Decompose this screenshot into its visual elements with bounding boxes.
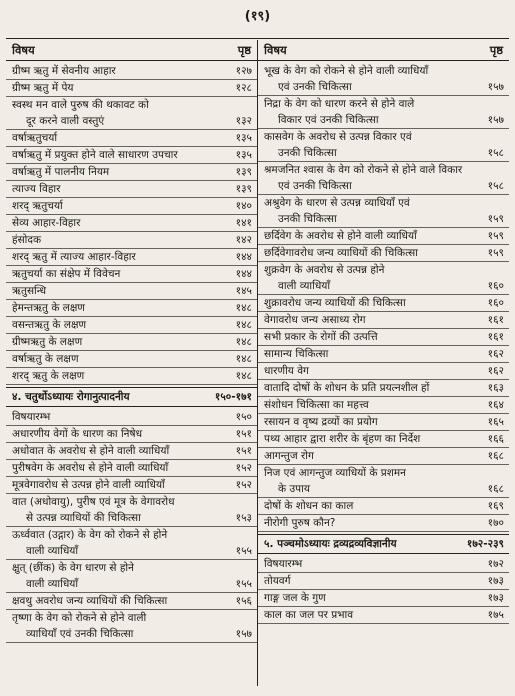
entry-title-line: विषयारम्भ <box>12 411 51 423</box>
entry-title <box>264 329 472 345</box>
entry-title-line: वात (अधोवायु), पुरीष एवं मूत्र के वेगावरोध <box>12 496 175 508</box>
entry-title-line: हंसोदक <box>12 234 42 246</box>
entry-page-number: १४५ <box>235 285 252 297</box>
toc-entry <box>6 494 257 527</box>
entry-title-line: शुक्रावरोध जन्य व्याधियों की चिकित्सा <box>264 297 406 309</box>
entry-page-number: १४२ <box>235 234 252 246</box>
right-column-header <box>258 40 509 61</box>
toc-entry <box>258 414 509 431</box>
toc-entry <box>6 97 257 130</box>
entry-title <box>12 389 168 405</box>
toc-entry <box>6 560 257 593</box>
entry-title-line: तोयवर्ग <box>264 575 291 587</box>
entry-title <box>264 312 472 328</box>
entry-title <box>264 498 472 514</box>
toc-entry <box>6 266 257 283</box>
toc-entry <box>258 295 509 312</box>
entry-page-number: १५१ <box>235 445 252 457</box>
entry-title-line: वातादि दोषों के शोधन के प्रति प्रयत्नशील हों <box>264 382 430 394</box>
entry-title-line: आगन्तुज रोग <box>264 450 314 462</box>
entry-title-continuation: विकार एवं उनकी चिकित्सा <box>278 114 379 126</box>
toc-entry <box>258 573 509 590</box>
toc-entry <box>6 426 257 443</box>
entry-title <box>12 426 220 442</box>
entry-title <box>264 590 472 606</box>
entry-title-line: त्याज्य विहार <box>12 183 61 195</box>
entry-title <box>12 198 220 214</box>
entry-title-line: ऊर्ध्ववात (उद्गार) के वेग को रोकने से होने <box>12 529 168 541</box>
entry-title-line: अधोवात के अवरोध से होने वाली व्याधियाँ <box>12 445 170 457</box>
entry-page-number: १६६ <box>487 433 504 445</box>
entry-title <box>12 477 220 493</box>
entry-title-line: शुक्रवेग के अवरोध से उत्पन्न होने <box>264 264 385 276</box>
toc-entry <box>258 431 509 448</box>
entry-title <box>264 536 420 552</box>
entry-title <box>264 431 472 447</box>
toc-entry <box>6 443 257 460</box>
toc-entry <box>258 312 509 329</box>
entry-title <box>12 610 220 642</box>
entry-page-number: १५६ <box>235 595 252 607</box>
toc-entry <box>6 232 257 249</box>
entry-page-number: १५१ <box>235 428 252 440</box>
entry-page-number: १४८ <box>235 370 252 382</box>
entry-title <box>12 232 220 248</box>
entry-title <box>264 556 472 572</box>
toc-entry <box>6 283 257 300</box>
entry-title <box>12 368 220 384</box>
entry-title-continuation: के उपाय <box>278 483 310 495</box>
entry-title-line: पथ्य आहार द्वारा शरीर के बृंहण का निर्देश <box>264 433 421 445</box>
entry-title-continuation: उनकी चिकित्सा <box>278 147 337 159</box>
right-page-heading: पृष्ठ <box>489 42 503 57</box>
entry-title <box>264 607 472 623</box>
entry-title-line: कासवेग के अवरोध से उत्पन्न विकार एवं <box>264 131 412 143</box>
entry-page-number: १२७ <box>235 65 252 77</box>
entry-title-line: अश्रुवेग के धारण से उत्पन्न व्याधियाँ एवं <box>264 197 410 209</box>
entry-page-number: १७५ <box>487 609 504 621</box>
toc-entry <box>6 334 257 351</box>
toc-entry <box>258 262 509 295</box>
entry-title-line: शरद् ऋतु में त्याज्य आहार-विहार <box>12 251 136 263</box>
entry-title <box>12 63 220 79</box>
entry-title <box>264 63 472 95</box>
toc-entry <box>258 515 509 532</box>
toc-entry <box>6 593 257 610</box>
right-column <box>258 40 509 624</box>
entry-page-number: १५५ <box>235 545 252 557</box>
toc-entry <box>6 460 257 477</box>
left-column <box>6 40 257 643</box>
top-rule <box>6 38 509 39</box>
toc-entry <box>6 164 257 181</box>
entry-title-line: अधारणीय वेगों के धारण का निषेध <box>12 428 143 440</box>
entry-title-line: संशोधन चिकित्सा का महत्त्व <box>264 399 369 411</box>
entry-title <box>264 465 472 497</box>
entry-title-line: ४. चतुर्थोऽध्यायः रोगानुत्पादनीय <box>12 391 130 403</box>
entry-title <box>12 164 220 180</box>
entry-page-number: १३५ <box>235 132 252 144</box>
left-column-header <box>6 40 257 61</box>
entry-title <box>264 573 472 589</box>
entry-page-number: १५५ <box>235 578 252 590</box>
toc-entry <box>6 351 257 368</box>
entry-title <box>12 317 220 333</box>
entry-title-line: वर्षाऋतुचर्या <box>12 132 58 144</box>
toc-entry <box>6 130 257 147</box>
toc-entry <box>6 368 257 385</box>
right-topic-heading: विषय <box>264 42 287 57</box>
entry-page-number: १७२ <box>487 558 504 570</box>
entry-page-number: १५२ <box>235 462 252 474</box>
entry-title-line: मूत्रवेगावरोध से उत्पन्न होने वाली व्याधियाँ <box>12 479 165 491</box>
entry-page-number: १४१ <box>235 217 252 229</box>
entry-page-number: १३५ <box>235 149 252 161</box>
toc-entry <box>6 80 257 97</box>
toc-entry <box>258 96 509 129</box>
toc-entry <box>258 346 509 363</box>
toc-entry <box>6 249 257 266</box>
toc-entry <box>258 63 509 96</box>
entry-title-line: ऋतुचर्या का संक्षेप में विवेचन <box>12 268 121 280</box>
entry-title <box>12 147 220 163</box>
entry-title <box>264 262 472 294</box>
entry-title-line: शरद् ऋतुचर्या <box>12 200 63 212</box>
entry-page-number: १५९ <box>487 230 504 242</box>
entry-title <box>12 215 220 231</box>
entry-page-number: १५३ <box>235 512 252 524</box>
entry-title <box>264 96 472 128</box>
toc-entry <box>258 195 509 228</box>
toc-entry <box>258 129 509 162</box>
entry-page-number: १६२ <box>487 365 504 377</box>
toc-entry <box>258 607 509 624</box>
entry-title-line: ग्रीष्मऋतु के लक्षण <box>12 336 83 348</box>
entry-title <box>264 346 472 362</box>
toc-entry <box>6 198 257 215</box>
entry-title <box>12 334 220 350</box>
entry-title-line: वर्षाऋतु में प्रयुक्त होने वाले साधारण उपचार <box>12 149 178 161</box>
entry-title-line: क्षवथु अवरोध जन्य व्याधियों की चिकित्सा <box>12 595 168 607</box>
entry-page-number: १५०-१७१ <box>214 391 252 403</box>
toc-entry <box>258 245 509 262</box>
entry-title-line: सभी प्रकार के रोगों की उत्पत्ति <box>264 331 378 343</box>
entry-title-continuation: एवं उनकी चिकित्सा <box>278 81 352 93</box>
entry-title-line: क्षुत् (छींक) के वेग धारण से होने <box>12 562 134 574</box>
left-page-heading: पृष्ठ <box>237 42 251 57</box>
entry-page-number: १४८ <box>235 302 252 314</box>
entry-title-line: स्वस्थ मन वाले पुरुष की थकावट को <box>12 99 149 111</box>
entry-page-number: १३२ <box>235 115 252 127</box>
left-topic-heading: विषय <box>12 42 35 57</box>
entry-page-number: १६२ <box>487 348 504 360</box>
toc-entry <box>6 409 257 426</box>
entry-title-line: धारणीय वेग <box>264 365 309 377</box>
entry-page-number: १५० <box>235 411 252 423</box>
entry-title-line: सेव्य आहार-विहार <box>12 217 81 229</box>
entry-page-number: १६१ <box>487 314 504 326</box>
entry-page-number: १४८ <box>235 353 252 365</box>
entry-page-number: १६३ <box>487 382 504 394</box>
left-entry-list <box>6 61 257 643</box>
entry-title <box>12 527 220 559</box>
entry-page-number: १२८ <box>235 82 252 94</box>
entry-title <box>264 195 472 227</box>
toc-entry <box>6 147 257 164</box>
entry-title <box>12 283 220 299</box>
toc-entry <box>258 448 509 465</box>
entry-page-number: १५७ <box>487 114 504 126</box>
entry-title <box>12 266 220 282</box>
toc-entry <box>6 181 257 198</box>
entry-title <box>264 129 472 161</box>
entry-title <box>12 97 220 129</box>
entry-page-number: १७२-२३९ <box>466 538 504 550</box>
toc-entry <box>258 329 509 346</box>
entry-title-continuation: से उत्पन्न व्याधियों की चिकित्सा <box>26 512 141 524</box>
right-entry-list <box>258 61 509 624</box>
entry-title <box>264 228 472 244</box>
entry-title-continuation: एवं उनकी चिकित्सा <box>278 180 352 192</box>
toc-entry <box>258 590 509 607</box>
toc-entry <box>6 527 257 560</box>
toc-entry <box>258 397 509 414</box>
toc-entry <box>258 498 509 515</box>
entry-page-number: १७३ <box>487 575 504 587</box>
entry-title <box>12 494 220 526</box>
entry-title-line: विषयारम्भ <box>264 558 303 570</box>
entry-title <box>264 295 472 311</box>
entry-title-continuation: वाली व्याधियाँ <box>26 578 79 590</box>
entry-page-number: १६० <box>487 297 504 309</box>
entry-title-line: निद्रा के वेग को धारण करने से होने वाले <box>264 98 415 110</box>
toc-entry <box>258 556 509 573</box>
entry-title-continuation: दूर करने वाली वस्तुएं <box>26 115 105 127</box>
chapter-heading-row <box>6 387 257 407</box>
entry-title-continuation: वाली व्याधियाँ <box>278 280 331 292</box>
entry-title-line: रसायन व वृष्य द्रव्यों का प्रयोग <box>264 416 378 428</box>
entry-title-line: वर्षाऋतु में पालनीय नियम <box>12 166 110 178</box>
entry-page-number: १६९ <box>487 500 504 512</box>
entry-page-number: १३९ <box>235 166 252 178</box>
toc-entry <box>6 215 257 232</box>
entry-title <box>12 409 220 425</box>
entry-title-line: भूख के वेग को रोकने से होने वाली व्याधियाँ <box>264 65 429 77</box>
entry-page-number: १५७ <box>487 81 504 93</box>
entry-page-number: १४४ <box>235 268 252 280</box>
entry-page-number: १६८ <box>487 450 504 462</box>
toc-entry <box>6 317 257 334</box>
entry-title-line: निज एवं आगन्तुज व्याधियों के प्रशमन <box>264 467 406 479</box>
entry-title-line: ग्रीष्म ऋतु में पेय <box>12 82 74 94</box>
entry-title-continuation: उनकी चिकित्सा <box>278 213 337 225</box>
entry-title <box>264 515 472 531</box>
entry-page-number: १४८ <box>235 336 252 348</box>
entry-title-line: छर्दिवेगावरोध जन्य व्याधियों की चिकित्सा <box>264 247 418 259</box>
entry-title <box>264 162 472 194</box>
entry-page-number: १५७ <box>235 628 252 640</box>
chapter-heading-row <box>258 534 509 554</box>
entry-page-number: १३९ <box>235 183 252 195</box>
entry-page-number: १५२ <box>235 479 252 491</box>
entry-title-line: सामान्य चिकित्सा <box>264 348 329 360</box>
entry-title <box>264 448 472 464</box>
entry-title <box>264 397 472 413</box>
entry-title-line: छर्दिवेग के अवरोध से होने वाली व्याधियाँ <box>264 230 417 242</box>
entry-title-line: हेमन्तऋतु के लक्षण <box>12 302 85 314</box>
entry-title-line: वेगावरोध जन्य असाध्य रोग <box>264 314 366 326</box>
entry-title <box>12 560 220 592</box>
entry-title <box>12 300 220 316</box>
entry-page-number: १७३ <box>487 592 504 604</box>
entry-title-line: दोषों के शोधन का काल <box>264 500 354 512</box>
toc-entry <box>258 465 509 498</box>
entry-title <box>12 181 220 197</box>
entry-page-number: १६० <box>487 280 504 292</box>
entry-title <box>12 80 220 96</box>
entry-page-number: १७० <box>487 517 504 529</box>
toc-entry <box>258 228 509 245</box>
entry-title <box>12 249 220 265</box>
entry-page-number: १५९ <box>487 247 504 259</box>
entry-page-number: १६४ <box>487 399 504 411</box>
entry-title <box>12 443 220 459</box>
entry-title <box>12 351 220 367</box>
toc-entry <box>258 162 509 195</box>
entry-title-line: तृष्णा के वेग को रोकने से होने वाली <box>12 612 147 624</box>
entry-title-line: नीरोगी पुरुष कौन? <box>264 517 336 529</box>
entry-title-line: गाङ्ग जल के गुण <box>264 592 326 604</box>
entry-page-number: १४८ <box>235 319 252 331</box>
entry-title-line: ग्रीष्म ऋतु में सेवनीय आहार <box>12 65 116 77</box>
toc-entry <box>6 610 257 643</box>
entry-title-continuation: वाली व्याधियाँ <box>26 545 79 557</box>
entry-title-line: ५. पञ्चमोऽध्यायः द्रव्यद्रव्यविज्ञानीय <box>264 538 397 550</box>
entry-page-number: १४४ <box>235 251 252 263</box>
entry-title <box>12 593 220 609</box>
entry-title <box>264 363 472 379</box>
entry-title-line: पुरीषवेग के अवरोध से होने वाली व्याधियाँ <box>12 462 169 474</box>
entry-page-number: १६५ <box>487 416 504 428</box>
page-number: (१९) <box>244 9 271 24</box>
entry-title <box>12 460 220 476</box>
entry-title-line: वसन्तऋतु के लक्षण <box>12 319 87 331</box>
toc-entry <box>258 380 509 397</box>
entry-title-line: वर्षाऋतु के लक्षण <box>12 353 79 365</box>
entry-title <box>264 380 472 396</box>
entry-title <box>264 414 472 430</box>
toc-entry <box>6 300 257 317</box>
entry-title-line: शरद् ऋतु के लक्षण <box>12 370 85 382</box>
entry-title-line: काल का जल पर प्रभाव <box>264 609 354 621</box>
entry-page-number: १४० <box>235 200 252 212</box>
entry-title-line: ऋतुसन्धि <box>12 285 47 297</box>
toc-entry <box>6 477 257 494</box>
entry-title <box>12 130 220 146</box>
entry-title-line: श्रमजनित श्वास के वेग को रोकने से होने वाले विकार <box>264 164 463 176</box>
entry-page-number: १५९ <box>487 213 504 225</box>
entry-page-number: १६१ <box>487 331 504 343</box>
entry-title <box>264 245 472 261</box>
entry-page-number: १५८ <box>487 180 504 192</box>
toc-entry <box>6 63 257 80</box>
entry-page-number: १५८ <box>487 147 504 159</box>
entry-title-continuation: व्याधियाँ एवं उनकी चिकित्सा <box>26 628 134 640</box>
entry-page-number: १६८ <box>487 483 504 495</box>
toc-entry <box>258 363 509 380</box>
